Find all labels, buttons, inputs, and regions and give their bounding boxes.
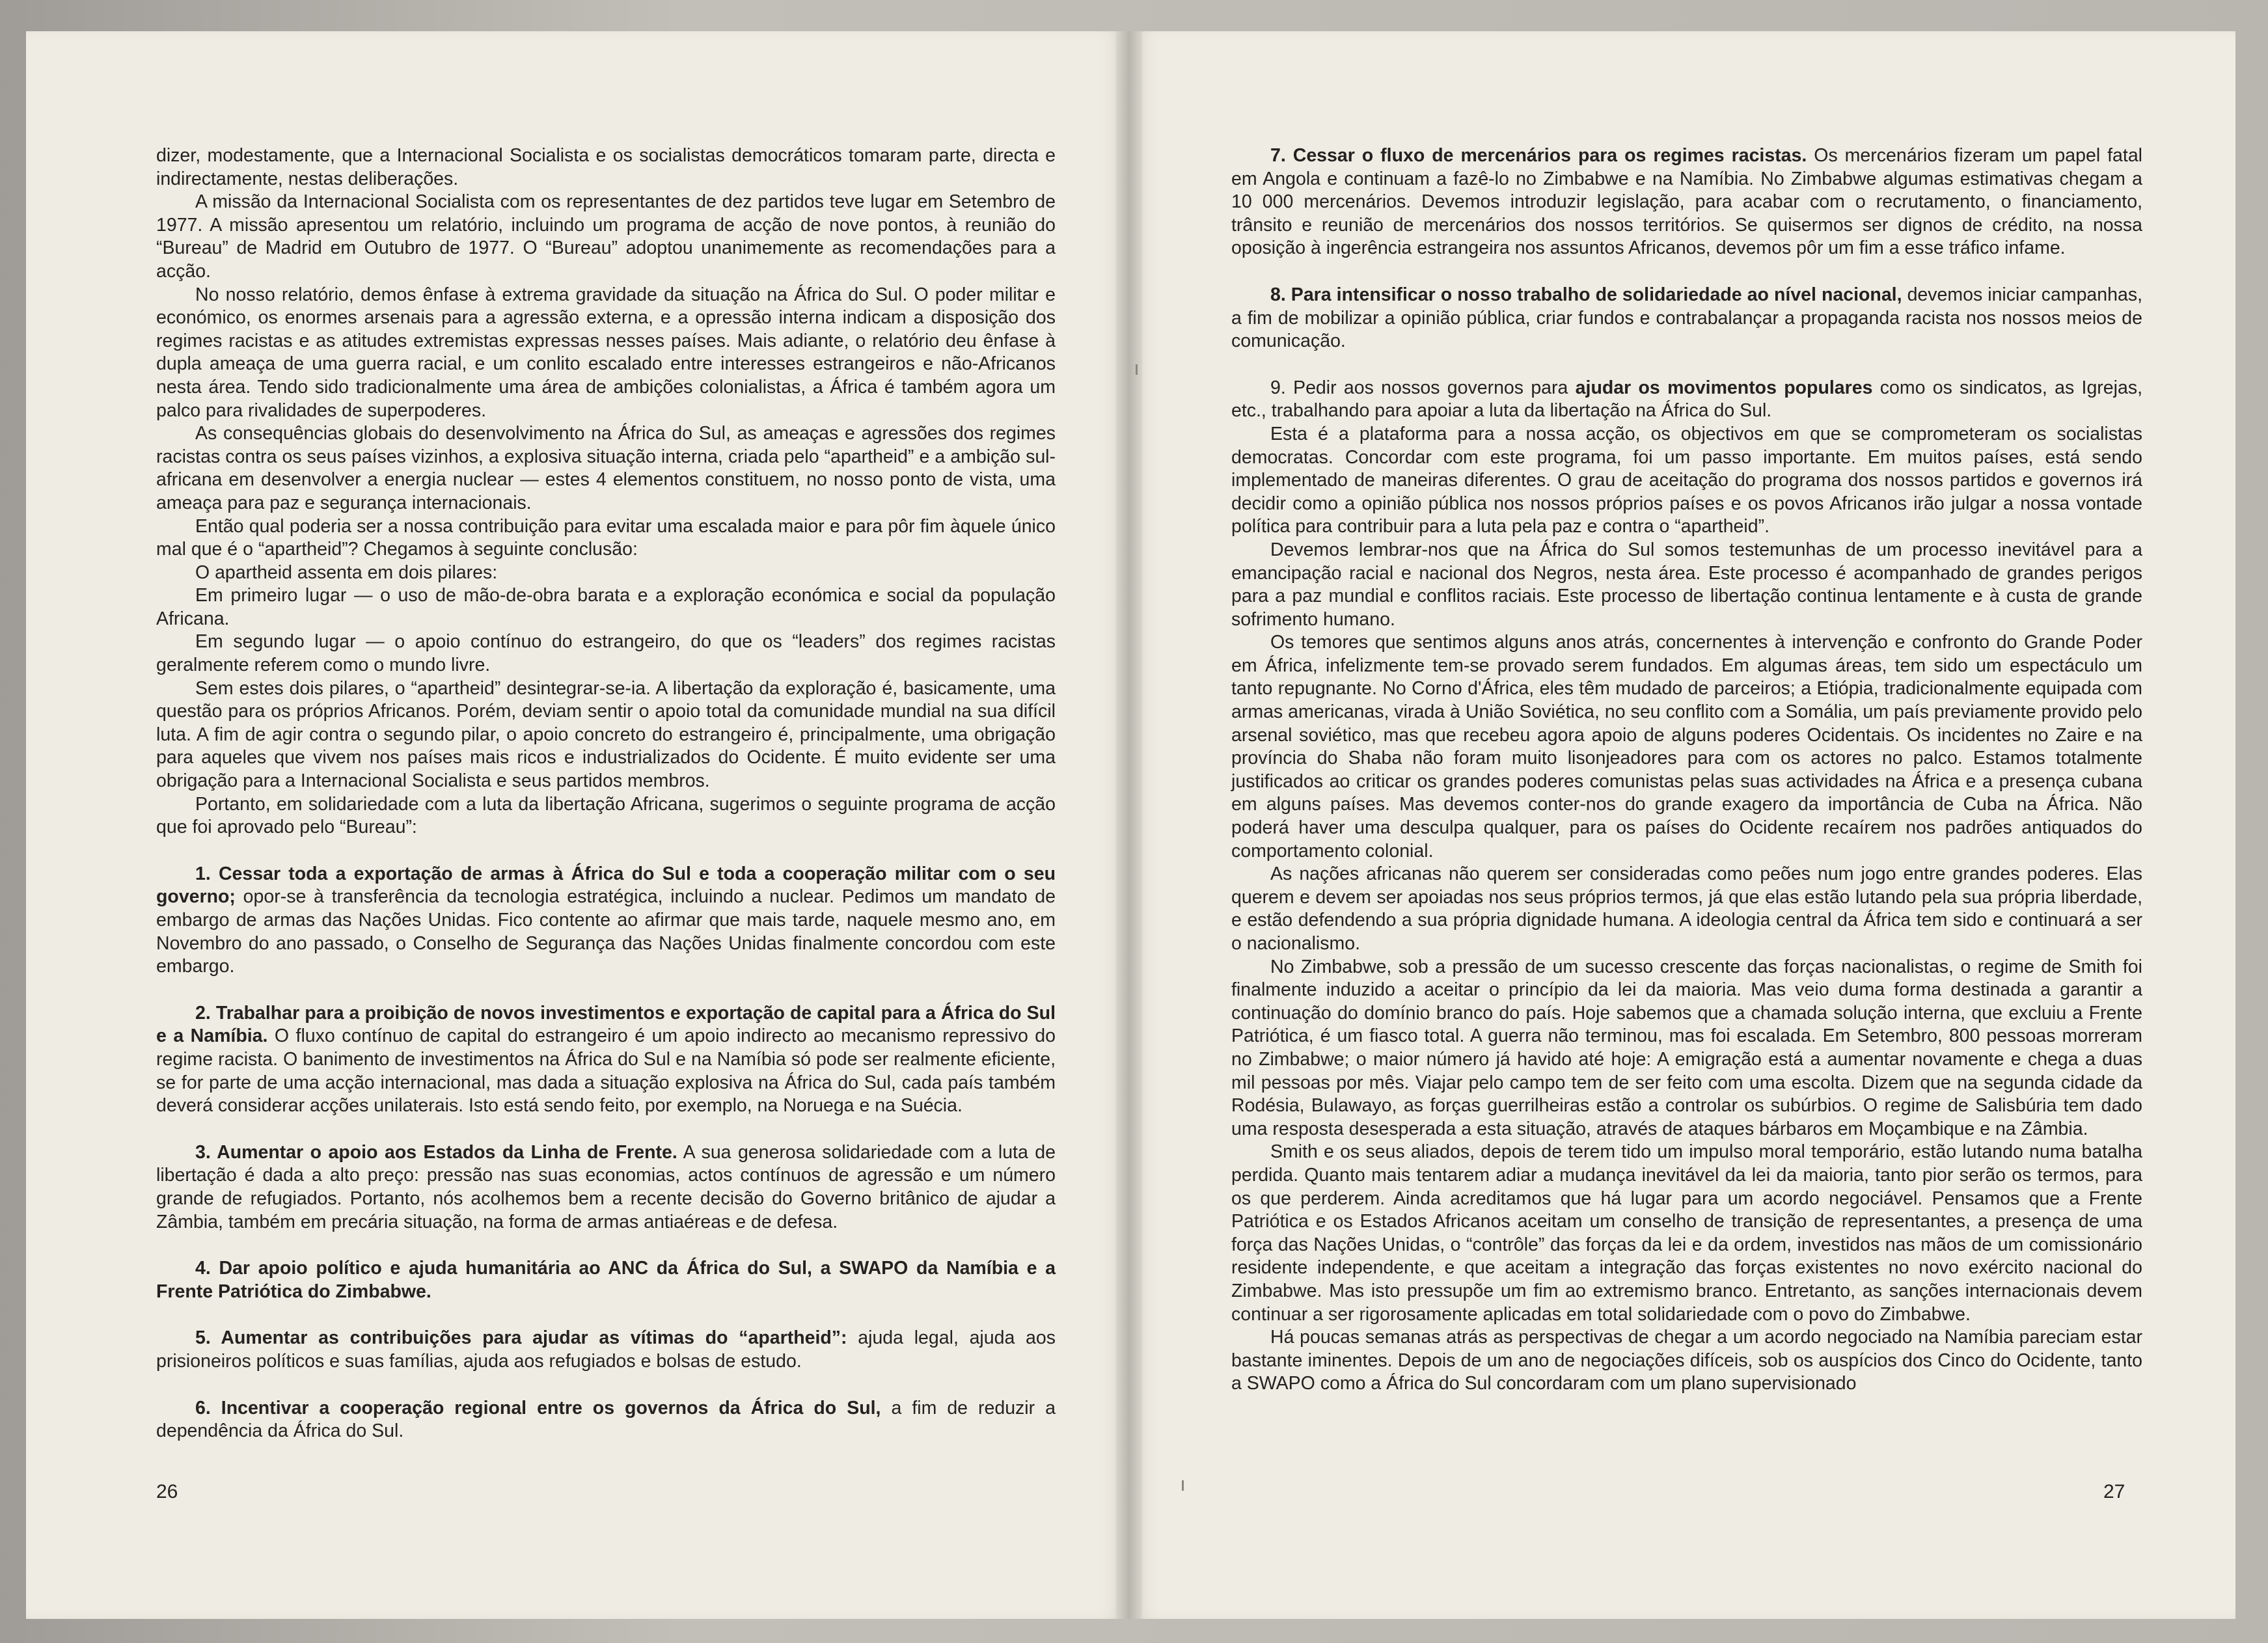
paragraph: Então qual poderia ser a nossa contribuição para evitar uma escalada maior e para pôr fim àquele único mal que é o “apartheid”? Chegamos à seguinte conclusão: <box>156 515 1056 560</box>
paragraph: A missão da Internacional Socialista com os representantes de dez partidos teve lugar em Setembro de 1977. A missão apresentou um relatório, incluindo um programa de acção de nove pontos, à reunião do “Bureau” de Madrid em Outubro de 1977. O “Bureau” adoptou unanimemente as recomendações para a acção. <box>156 191 1056 282</box>
paragraph: Em primeiro lugar — o uso de mão-de-obra barata e a exploração económica e social da população Africana. <box>156 585 1056 629</box>
item-text: ajuda legal, ajuda aos prisioneiros políticos e suas famílias, ajuda aos refugiados e bolsas de estudo. <box>156 1327 1056 1372</box>
paragraph: Devemos lembrar-nos que na África do Sul somos testemunhas de um processo inevitável para a emancipação racial e nacional dos Negros, nesta área. Este processo é acompanhado de grandes perigos para a paz mundial e conflitos raciais. Este processo de libertação continua lentamente e à custa de grande sofrimento humano. <box>1231 539 2142 630</box>
margin-mark <box>1136 364 1138 375</box>
page-number-left: 26 <box>156 1481 178 1502</box>
item-heading: 3. Aumentar o apoio aos Estados da Linha de Frente. <box>195 1141 677 1163</box>
paragraph: Esta é a plataforma para a nossa acção, os objectivos em que se comprometeram os socialistas democratas. Concordar com este programa, foi um passo importante. Em muitos países, está sendo implementado de maneiras diferentes. O grau de aceitação do programa dos nossos partidos e governos irá decidir como a opinião pública nos nossos próprios países e os povos Africanos irão julgar a nossa vontade política para contribuir para a luta pela paz e contra o “apartheid”. <box>1231 423 2142 537</box>
item-heading: 5. Aumentar as contribuições para ajudar as vítimas do “apartheid”: <box>195 1327 847 1349</box>
item-text: A sua generosa solidariedade com a luta de libertação é dada a alto preço: pressão nas suas economias, actos contínuos de agressão e um número grande de refugiados. Portanto, nós acolhemos bem a recente decisão do Governo britânico de ajudar a Zâmbia, também em precária situação, na forma de armas antiaéreas e de defesa. <box>156 1141 1056 1232</box>
item-text: opor-se à transferência da tecnologia estratégica, incluindo a nuclear. Pedimos um mandato de embargo de armas das Nações Unidas. Fico contente ao afirmar que mais tarde, naquele mesmo ano, em Novembro do ano passado, o Conselho de Segurança das Nações Unidas finalmente concordou com este embargo. <box>156 886 1056 977</box>
paragraph: No nosso relatório, demos ênfase à extrema gravidade da situação na África do Sul. O poder militar e económico, os enormes arsenais para a agressão externa, e a opressão interna indicam a disposição dos regimes racistas e as atitudes extremistas expressas nesses países. Mais adiante, o relatório deu ênfase à dupla ameaça de uma guerra racial, e um conlito escalado entre interesses estrangeiros e não-Africanos nesta área. Tendo sido tradicionalmente uma área de ambições colonialistas, a África é também agora um palco para rivalidades de superpoderes. <box>156 284 1056 421</box>
book-spine <box>1116 31 1142 1619</box>
program-item-4 <box>156 1257 1056 1303</box>
program-item-2 <box>156 1002 1056 1118</box>
item-heading: 8. Para intensificar o nosso trabalho de solidariedade ao nível nacional, <box>1270 284 1902 305</box>
item-text: devemos iniciar campanhas, a fim de mobilizar a opinião pública, criar fundos e contrabalançar a propaganda racista nos nossos meios de comunicação. <box>1231 284 2142 352</box>
paragraph: Smith e os seus aliados, depois de terem tido um impulso moral temporário, estão lutando numa batalha perdida. Quanto mais tentarem adiar a mudança inevitável da lei da maioria, tanto pior serão os termos, para os que perderem. Ainda acreditamos que há lugar para um acordo negociável. Pensamos que a Frente Patriótica e os Estados Africanos aceitam um conselho de transição de representantes, a presença de uma força das Nações Unidas, o “contrôle” das forças da lei e da ordem, investidos nas mãos de um comissionário residente independente, e que aceitam a integração das forças existentes no novo exército nacional do Zimbabwe. Mas isto pressupõe um fim ao extremismo branco. Entretanto, as sanções internacionais devem continuar a ser rigorosamente aplicadas em total solidariedade com o povo do Zimbabwe. <box>1231 1141 2142 1325</box>
item-heading: 1. Cessar toda a exportação de armas à África do Sul e toda a cooperação militar com o seu governo; <box>156 863 1056 908</box>
right-column <box>1231 144 2142 1524</box>
item-heading: ajudar os movimentos populares <box>1575 377 1873 398</box>
item-text: Os mercenários fizeram um papel fatal em Angola e continuam a fazê-lo no Zimbabwe e na Namíbia. No Zimbabwe algumas estimativas chegam a 10 000 mercenários. Devemos introduzir legislação, para acabar com o recrutamento, o financiamento, trânsito e reunião de mercenários dos nossos territórios. Se quisermos ser dignos de crédito, na nossa oposição à ingerência estrangeira nos assuntos Africanos, devemos pôr um fim a esse tráfico infame. <box>1231 145 2143 259</box>
paragraph: Em segundo lugar — o apoio contínuo do estrangeiro, do que os “leaders” dos regimes racistas geralmente referem como o mundo livre. <box>156 631 1056 676</box>
program-item-7 <box>1231 144 2142 260</box>
item-text: a fim de reduzir a dependência da África do Sul. <box>156 1397 1056 1442</box>
left-column <box>156 144 1056 1524</box>
paragraph: Os temores que sentimos alguns anos atrás, concernentes à intervenção e confronto do Grande Poder em África, infelizmente tem-se provado serem fundados. Em algumas áreas, tem sido um espectáculo um tanto repugnante. No Corno d'África, eles têm mudado de parceiros; a Etiópia, tradicionalmente equipada com armas americanas, virada à União Soviética, no seu conflito com a Somália, um país previamente provido pelo arsenal soviético, mas que recebeu agora apoio de alguns poderes Ocidentais. Os incidentes no Zaire e na província do Shaba não foram muito lisonjeadores para com os actores no palco. Estamos totalmente justificados ao criticar os grandes poderes comunistas pelas suas actividades na África e a presença cubana em alguns países. Mas devemos conter-nos do grande exagero da importância de Cuba na África. Não poderá haver uma desculpa qualquer, para os países do Ocidente recaírem nos padrões antiquados do comportamento colonial. <box>1231 632 2142 862</box>
left-page <box>26 31 1129 1619</box>
paragraph: As consequências globais do desenvolvimento na África do Sul, as ameaças e agressões dos regimes racistas contra os seus países vizinhos, a explosiva situação interna, criada pelo “apartheid” e a ambição sul-africana em desenvolver a energia nuclear — estes 4 elementos constituem, no nosso ponto de vista, uma ameaça para paz e segurança internacionais. <box>156 423 1056 513</box>
right-page <box>1129 31 2235 1619</box>
paragraph: Sem estes dois pilares, o “apartheid” desintegrar-se-ia. A libertação da exploração é, basicamente, uma questão para os próprios Africanos. Porém, deviam sentir o apoio total da comunidade mundial na sua difícil luta. A fim de agir contra o segundo pilar, o apoio concreto do estrangeiro é, principalmente, uma obrigação para aqueles que vivem nos países mais ricos e industrializados do Ocidente. É muito evidente ser uma obrigação para a Internacional Socialista e seus partidos membros. <box>156 677 1056 792</box>
program-item-6 <box>156 1397 1056 1443</box>
item-heading: 7. Cessar o fluxo de mercenários para os regimes racistas. <box>1270 145 1807 166</box>
margin-mark <box>1182 1480 1184 1491</box>
page-number-right: 27 <box>2103 1481 2125 1502</box>
item-heading: 4. Dar apoio político e ajuda humanitária ao ANC da África do Sul, a SWAPO da Namíbia e a Frente Patriótica do Zimbabwe. <box>156 1258 1056 1302</box>
item-text: O fluxo contínuo de capital do estrangeiro é um apoio indirecto ao mecanismo repressivo do regime racista. O banimento de investimentos na África do Sul e na Namíbia só pode ser realmente eficiente, se for parte de uma acção internacional, mas dada a situação explosiva na África do Sul, cada país também deverá considerar acções unilaterais. Isto está sendo feito, por exemplo, na Noruega e na Suécia. <box>156 1025 1056 1117</box>
program-item-1 <box>156 863 1056 979</box>
item-text: 9. Pedir aos nossos governos para <box>1270 377 1576 398</box>
paragraph: Há poucas semanas atrás as perspectivas de chegar a um acordo negociado na Namíbia pareciam estar bastante iminentes. Depois de um ano de negociações difíceis, sob os auspícios dos Cinco do Ocidente, tanto a SWAPO como a África do Sul concordaram com um plano supervisionado <box>1231 1327 2142 1394</box>
program-item-5 <box>156 1327 1056 1373</box>
program-item-8 <box>1231 284 2142 353</box>
program-item-3 <box>156 1141 1056 1234</box>
paragraph: O apartheid assenta em dois pilares: <box>195 562 498 583</box>
item-heading: 2. Trabalhar para a proibição de novos investimentos e exportação de capital para a África do Sul e a Namíbia. <box>156 1002 1056 1047</box>
paragraph: No Zimbabwe, sob a pressão de um sucesso crescente das forças nacionalistas, o regime de Smith foi finalmente induzido a aceitar o princípio da lei da maioria. Mas veio duma forma destinada a garantir a continuação do domínio branco do país. Hoje sabemos que a chamada solução interna, que excluiu a Frente Patriótica, é um fiasco total. A guerra não terminou, mas foi escalada. Em Setembro, 800 pessoas morreram no Zimbabwe; o maior número já havido até hoje: A emigração está a aumentar novamente e chega a duas mil pessoas por mês. Viajar pelo campo tem de ser feito com uma escolta. Dizem que na segunda cidade da Rodésia, Bulawayo, as forças guerrilheiras estão a controlar os subúrbios. O regime de Salisbúria tem dado uma resposta desesperada a esta situação, através de ataques bárbaros em Moçambique e na Zâmbia. <box>1231 956 2142 1139</box>
paragraph: Portanto, em solidariedade com a luta da libertação Africana, sugerimos o seguinte programa de acção que foi aprovado pelo “Bureau”: <box>156 793 1056 838</box>
paragraph: dizer, modestamente, que a Internacional Socialista e os socialistas democráticos tomaram parte, directa e indirectamente, nestas deliberações. <box>156 145 1056 189</box>
item-heading: 6. Incentivar a cooperação regional entre os governos da África do Sul, <box>195 1397 881 1419</box>
paragraph: As nações africanas não querem ser consideradas como peões num jogo entre grandes poderes. Elas querem e devem ser apoiadas nos seus próprios termos, já que elas estão lutando pela sua própria liberdade, e estão defendendo a sua própria dignidade humana. A ideologia central da África tem sido e continuará a ser o nacionalismo. <box>1231 863 2142 954</box>
item-text: como os sindicatos, as Igrejas, etc., trabalhando para apoiar a luta da libertação na África do Sul. <box>1231 377 2142 422</box>
program-item-9 <box>1231 377 2142 423</box>
